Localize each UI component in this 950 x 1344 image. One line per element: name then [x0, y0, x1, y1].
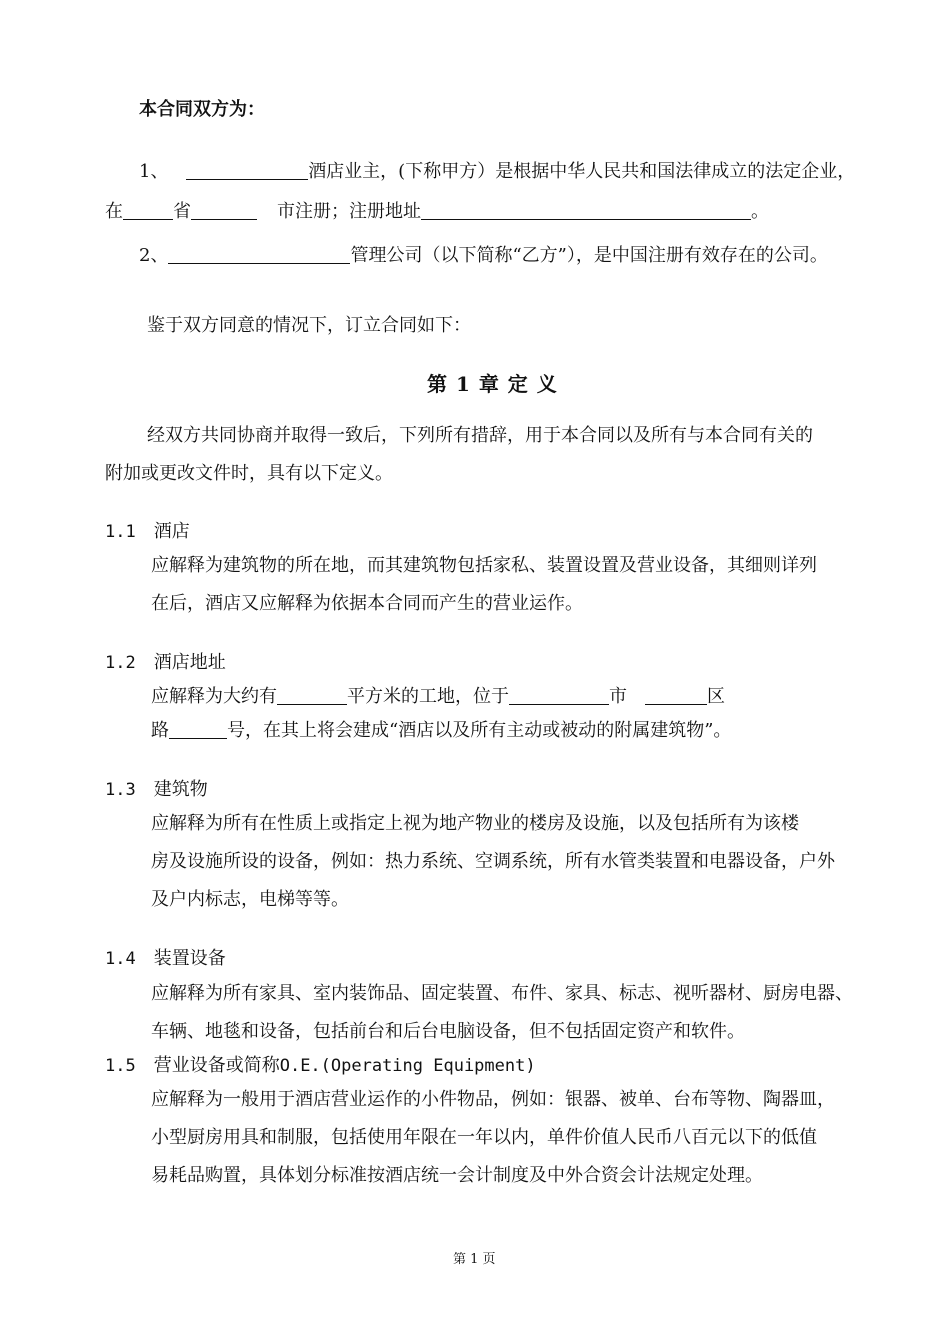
area-label: 应解释为大约有	[151, 686, 277, 707]
road-label: 路	[151, 720, 169, 741]
section-1-4-line-1: 应解释为所有家具、室内装饰品、固定装置、布件、家具、标志、视听器材、厨房电器、	[151, 983, 853, 1004]
party-1-line-2	[105, 200, 769, 224]
location-label: 平方米的工地，位于	[347, 686, 509, 707]
city-blank	[191, 201, 257, 220]
section-title: 营业设备或简称	[153, 1055, 280, 1076]
section-1-5-line-2: 小型厨房用具和制服，包括使用年限在一年以内，单件价值人民币八百元以下的低值	[151, 1127, 817, 1148]
province-blank	[123, 201, 173, 220]
party-2-line	[139, 244, 828, 268]
period: 。	[751, 201, 769, 222]
section-1-2-line-1	[151, 685, 725, 709]
section-title-english: O.E.(Operating Equipment)	[279, 1056, 536, 1076]
section-number: 1.5	[105, 1056, 136, 1076]
section-title: 酒店	[153, 521, 190, 542]
district-blank	[645, 686, 707, 705]
management-company-blank	[168, 245, 350, 264]
party-1-in-label: 在	[105, 201, 123, 222]
section-1-1-line-2: 在后，酒店又应解释为依据本合同而产生的营业运作。	[151, 593, 583, 614]
section-1-5-line-1: 应解释为一般用于酒店营业运作的小件物品，例如：银器、被单、台布等物、陶器皿，	[151, 1089, 835, 1110]
chapter-intro-line-1: 经双方共同协商并取得一致后，下列所有措辞，用于本合同以及所有与本合同有关的	[147, 425, 813, 446]
chapter-intro-line-2: 附加或更改文件时，具有以下定义。	[105, 463, 393, 484]
section-1-2-text: 号，在其上将会建成“酒店以及所有主动或被动的附属建筑物”。	[227, 720, 732, 741]
section-1-3-line-2: 房及设施所设的设备，例如：热力系统、空调系统，所有水管类装置和电器设备，户外	[151, 851, 835, 872]
party-1-number: 1、	[139, 161, 169, 182]
section-1-1-heading	[105, 520, 190, 544]
section-1-2-heading	[105, 651, 226, 675]
parties-heading: 本合同双方为：	[139, 99, 265, 120]
section-1-3-heading	[105, 778, 208, 802]
city-blank	[509, 686, 609, 705]
section-1-5-heading	[105, 1054, 536, 1078]
party-1-line-1	[139, 160, 855, 184]
section-1-4-line-2: 车辆、地毯和设备，包括前台和后台电脑设备，但不包括固定资产和软件。	[151, 1021, 745, 1042]
province-label: 省	[173, 201, 191, 222]
section-number: 1.3	[105, 780, 136, 800]
registered-address-blank	[421, 201, 751, 220]
district-label: 区	[707, 686, 725, 707]
whereas-statement: 鉴于双方同意的情况下，订立合同如下：	[147, 315, 471, 336]
section-1-2-line-2	[151, 719, 731, 743]
section-title: 建筑物	[153, 779, 208, 800]
area-blank	[277, 686, 347, 705]
party-2-number: 2、	[139, 245, 169, 266]
party-2-text: 管理公司（以下简称“乙方”），是中国注册有效存在的公司。	[350, 245, 828, 266]
section-number: 1.2	[105, 653, 136, 673]
chapter-title: 第 1 章 定 义	[427, 372, 558, 396]
hotel-owner-blank	[186, 161, 308, 180]
section-title: 装置设备	[153, 948, 226, 969]
section-number: 1.1	[105, 522, 136, 542]
section-1-3-line-3: 及户内标志，电梯等等。	[151, 889, 349, 910]
section-1-4-heading	[105, 947, 226, 971]
party-1-text: 酒店业主，(下称甲方）是根据中华人民共和国法律成立的法定企业，	[308, 161, 856, 182]
section-title: 酒店地址	[153, 652, 226, 673]
section-number: 1.4	[105, 949, 136, 969]
section-1-1-line-1: 应解释为建筑物的所在地，而其建筑物包括家私、装置设置及营业设备，其细则详列	[151, 555, 817, 576]
registration-address-label: 市注册；注册地址	[277, 201, 421, 222]
number-blank	[169, 720, 227, 739]
city-label: 市	[609, 686, 627, 707]
section-1-3-line-1: 应解释为所有在性质上或指定上视为地产物业的楼房及设施，以及包括所有为该楼	[151, 813, 799, 834]
page-number: 第 1 页	[453, 1252, 496, 1267]
section-1-5-line-3: 易耗品购置，具体划分标准按酒店统一会计制度及中外合资会计法规定处理。	[151, 1165, 763, 1186]
